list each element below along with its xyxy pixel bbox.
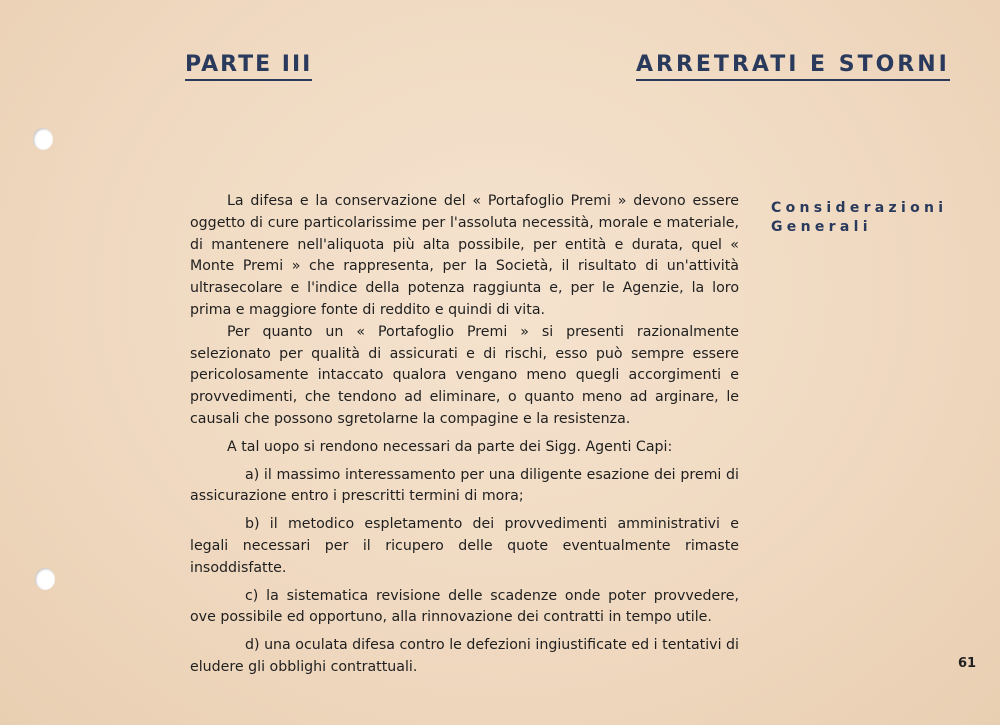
section-heading: ARRETRATI E STORNI	[636, 52, 950, 81]
paragraph: Per quanto un « Portafoglio Premi » si presenti razionalmente selezionato per qualità di assicurati e di rischi, esso può sempre essere pericolosamente intaccato qualora vengano meno quegli accorgimenti e provvedimenti, che tendono ad eliminare, o quanto meno ad arginare, le causali che possono sgretolarne la compagine e la resistenza.	[190, 323, 739, 427]
paragraph: A tal uopo si rendono necessari da parte dei Sigg. Agenti Capi:	[227, 438, 673, 455]
binder-hole-top	[33, 128, 53, 150]
binder-hole-bottom	[35, 568, 55, 590]
body-text	[190, 191, 739, 679]
sidebar-title: Considerazioni Generali	[771, 200, 948, 235]
list-item: d) una oculata difesa contro le defezioni ingiustificate ed i tentativi di eludere gli obblighi contrattuali.	[190, 637, 739, 675]
part-heading: PARTE III	[185, 52, 312, 81]
list-item: c) la sistematica revisione delle scadenze onde poter provvedere, ove possibile ed opportuno, alla rinnovazione dei contratti in tempo utile.	[190, 587, 739, 626]
paragraph: La difesa e la conservazione del « Portafoglio Premi » devono essere oggetto di cure particolarissime per l'assoluta necessità, morale e materiale, di mantenere nell'aliquota più alta possibile, per entità e durata, quel « Monte Premi » che rappresenta, per la Società, il risultato di un'attività ultrasecolare e l'indice della potenza raggiunta e, per le Agenzie, la loro prima e maggiore fonte di reddito e quindi di vita.	[190, 193, 739, 318]
list-item: b) il metodico espletamento dei provvedimenti amministrativi e legali necessari per il ricupero delle quote eventualmente rimaste insoddisfatte.	[190, 516, 739, 576]
list-item: a) il massimo interessamento per una diligente esazione dei premi di assicurazione entro i prescritti termini di mora;	[190, 466, 739, 505]
page-number: 61	[958, 656, 977, 671]
